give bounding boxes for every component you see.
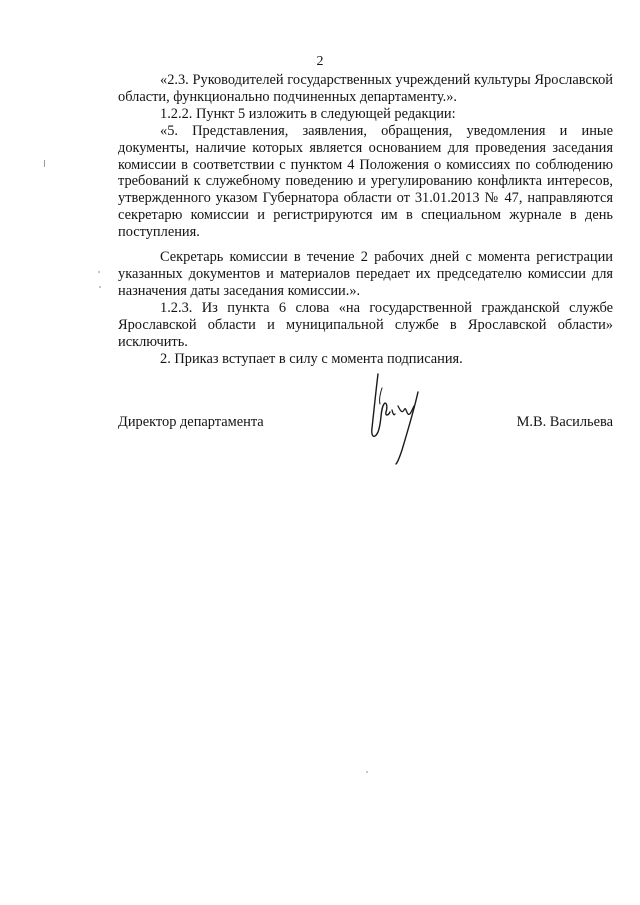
- scan-dot: [366, 771, 368, 773]
- document-body: [118, 72, 613, 367]
- paragraph-1-2-3: 1.2.3. Из пункта 6 слова «на государственной гражданской службе Ярославской области и муниципальной службе в Ярославской области» исключить.: [118, 299, 613, 350]
- paragraph-1-2-2: 1.2.2. Пункт 5 изложить в следующей редакции:: [160, 105, 456, 122]
- paragraph-point-5: «5. Представления, заявления, обращения, уведомления и иные документы, наличие которых является основанием для проведения заседания комиссии в соответствии с пунктом 4 Положения о комиссиях по соблюдению требований к служебному поведению и урегулированию конфликта интересов, утвержденного указом Губернатора области от 31.01.2013 № 47, направляются секретарю комиссии и регистрируются им в специальном журнале в день поступления.: [118, 122, 613, 241]
- signer-position: Директор департамента: [118, 414, 264, 430]
- scan-dot: [99, 286, 101, 288]
- signer-name: М.В. Васильева: [516, 414, 613, 430]
- paragraph-order-effective: 2. Приказ вступает в силу с момента подписания.: [160, 350, 463, 367]
- scan-dot: [98, 271, 100, 273]
- page-number: 2: [316, 54, 324, 69]
- signature-block: [118, 412, 613, 472]
- handwritten-signature: [362, 370, 432, 466]
- scan-mark: [44, 160, 45, 167]
- paragraph-2-3: «2.3. Руководителей государственных учреждений культуры Ярославской области, функционально подчиненных департаменту.».: [118, 72, 613, 105]
- paragraph-secretary: Секретарь комиссии в течение 2 рабочих дней с момента регистрации указанных документов и материалов передает их председателю комиссии для назначения даты заседания комиссии.».: [118, 249, 613, 299]
